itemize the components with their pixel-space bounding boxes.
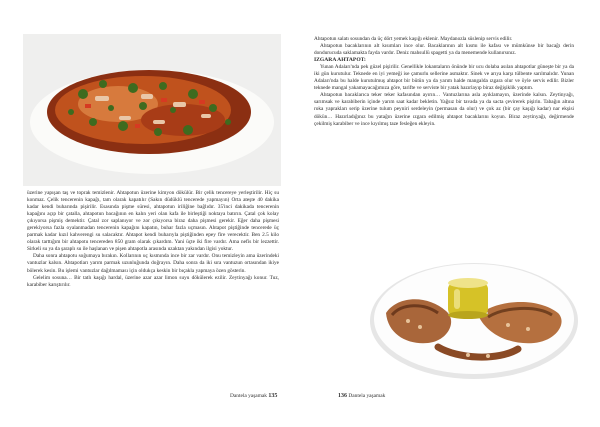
grilled-octopus-photo [368, 255, 580, 382]
right-paragraph-2: Ahtapotun bacaklarının alt kısımları ince olur. Bacaklarının alt kısmı ile kafası ve mümkünse bir bacağı derin dondurucuda saklamakta fayda vardır. Deniz mahsullü spagetti ya da menemende kullanırsınız. [314, 43, 574, 57]
right-paragraph-3: Yunan Adaları'nda pek güzel pişirilir. Genellikle lokantaların önünde bir ucu dolaba asılan ahtapotlar güneşte bir ya da iki gün kurutulur. Teknede en iyi yemeği ise çamurlu sellerine asmaktır. Sinek ve arıya karşı tülbente sarılmalıdır. Yunan Adaları'nda bu halde kurutulmuş ahtapot bir bütün ya da yarım halde mangalda ızgara olur ve öyle servis edilir. Bizler teknede mangal yakamayacağımıza göre, tarifte ve serviste bir yatak hazırlayıp biraz değişiklik yaptım. [314, 64, 574, 92]
left-paragraph-3: Gelelim sosuna… Bir tatlı kaşığı hardal, üzerine azar azar limon suyu dökülerek ezilir. Zeytinyağı konur. Tuz, karabiber karıştırılır. [27, 274, 279, 288]
right-folio [338, 393, 385, 399]
left-folio-text: Dantela yaşamak [230, 393, 267, 399]
left-page-number: 135 [268, 393, 278, 399]
right-paragraph-1: Ahtapotun salatı sosundan da üç dört yemek kaşığı eklenir. Maydanozla süslenip servis edilir. [314, 36, 513, 42]
right-page [300, 0, 600, 427]
right-page-text [314, 36, 574, 128]
left-paragraph-1: üzerine yapışan taş ve toprak temizlenir. Ahtapotun üzerine kimyon dökülür. Bir çelik tencereye yerleştirilir. Hiç su konmaz. Çelik tencerenin kapağı, tam olarak kapatılır (Sakın düdüklü tencerede yapmayın) Orta ateşte 40 dakika kadar kendi buharında pişirilir. Esasında pişme süresi, ahtapotun iriliğine bağlıdır. 35'inci dakikada tencerenin kapağını açıp bir çatalla, ahtapotun bacağının en kalın yeri olan kafa ile birleştiği noktaya batırın. Çatal çok kolay çıkıyorsa pişmiş demektir. Çatal zor saplanıyor ve zor çıkıyorsa biraz daha pişmesi gerekir. Eğer daha pişmesi gerekiyorsa fazla oyalanmadan tencerenin kapağını kapatın, buhar fazla uçmasın. Ahtapot piştiğinde tencerede üç parmak kadar kızıl kahverengi su salacaktır. Ahtapot kendi buharıyla piştiğinden epey fire verecektir. Ben 2.5 kilo olarak tarttığım bir ahtapotu tencereden 850 gram olarak çıkardım. Yani üçte iki fire vardır. Ama nefis bir lezzettir. Sirkeli su ya da şaraplı su ile haşlanan ve pişen ahtapotla arasında uzaktan yakından ilgisi yoktur. [27, 190, 279, 253]
right-paragraph-4: Ahtapotun bacaklarıca teker teker kafasından ayırın… Vantuzlarına asla ayıklamayın, üzerinde kalsın. Zeytinyağı, sarımsak ve karabiberin içinde yarım saat kadar bekletin. Yağsız bir tavada ya da sacta çevirerek pişirin. Tabağın altına roka yaprakları serip üzerine tulum peyniri serdeleyin (permasan da olur) ve çok az (bir çay kaşığı kadar) nar ekşisi dökün… Hazırladığınız bu yatağın üzerine ızgara edilmiş ahtapot bacaklarını koyun. Biraz zeytinyağı, değirmende çekilmiş karabiber ve ince kıyılmış taze fesleğen ekleyin. [314, 92, 574, 127]
right-folio-text: Dantela yaşamak [348, 393, 386, 399]
left-folio [230, 393, 277, 399]
left-page-text [27, 190, 279, 289]
left-paragraph-2: Daha sonra ahtapotu soğumaya bırakın. Kollarının uç kısmında ince bir zar vardır. Onu temizleyin ama üzerindeki vantuzlar kalsın. Ahtapotları yarım parmak uzunluğunda doğrayın. Daha sonra da iki sıra vantuzun ortasından ikiye bölerek kesin. Bu işlemi vantuzlar dağılmaması için oldukça keskin bir bıçakla yapmaya özen gösterin. [27, 253, 279, 274]
section-heading: IZGARA AHTAPOT: [314, 57, 366, 64]
right-page-number: 136 [338, 393, 347, 399]
octopus-salad-photo [23, 34, 281, 186]
